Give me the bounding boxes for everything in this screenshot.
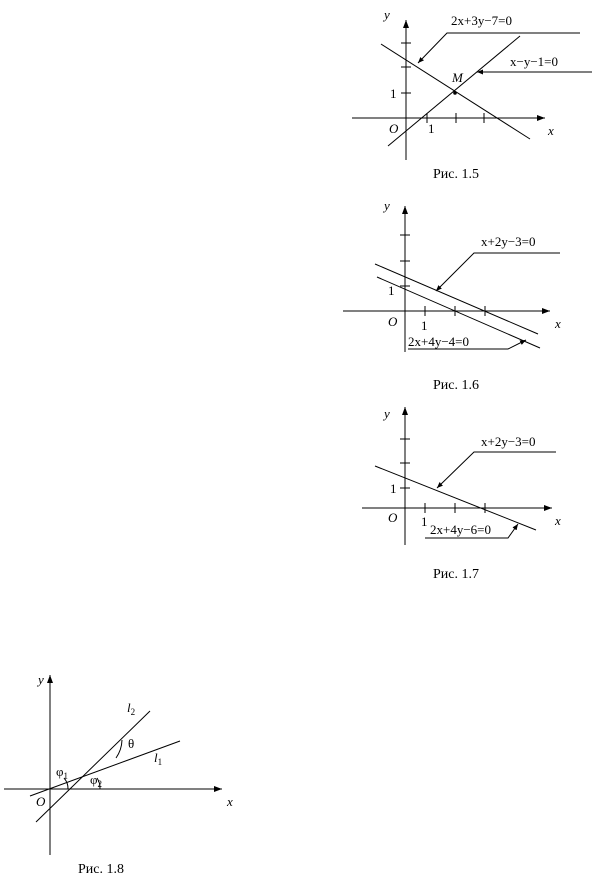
origin-label: O xyxy=(388,510,398,525)
origin-label: O xyxy=(389,121,399,136)
equation-label: x+2y−3=0 xyxy=(481,234,536,249)
tick-label-x: 1 xyxy=(421,514,428,529)
tick-label-x: 1 xyxy=(428,121,435,136)
phi2-label: $\varphi_2$ xyxy=(90,772,103,789)
phi1-label: $\varphi_1$ xyxy=(56,764,69,781)
line-x-y xyxy=(388,36,520,146)
origin-label: O xyxy=(388,314,398,329)
figure-caption: Рис. 1.7 xyxy=(433,567,479,582)
leader-line xyxy=(437,452,556,488)
line-x2y3 xyxy=(375,466,536,530)
figure-caption: Рис. 1.6 xyxy=(433,378,479,393)
equation-label: 2x+4y−4=0 xyxy=(408,334,469,349)
equation-label: 2x+3y−7=0 xyxy=(451,13,512,28)
figure-1-8 xyxy=(4,672,233,877)
figure-caption: Рис. 1.5 xyxy=(433,167,479,182)
point-label: M xyxy=(452,70,463,85)
theta-label: θ xyxy=(128,736,135,751)
figure-1-7 xyxy=(362,406,561,582)
y-label: y xyxy=(384,406,390,421)
line-l2-label: $l_2$ xyxy=(127,700,136,717)
leader-line xyxy=(436,253,560,291)
origin-label: O xyxy=(36,794,46,809)
x-label: x xyxy=(548,123,554,138)
x-label: x xyxy=(555,316,561,331)
y-label: y xyxy=(38,672,44,687)
line-l2 xyxy=(36,711,150,822)
figure-1-6 xyxy=(343,198,561,393)
tick-label-y: 1 xyxy=(388,283,395,298)
point-m xyxy=(453,91,457,95)
tick-label-x: 1 xyxy=(421,318,428,333)
tick-label-y: 1 xyxy=(390,86,397,101)
equation-label: x−y−1=0 xyxy=(510,54,558,69)
figure-caption: Рис. 1.8 xyxy=(78,862,124,877)
figure-1-5 xyxy=(352,7,592,182)
y-label: y xyxy=(384,198,390,213)
y-label: y xyxy=(384,7,390,22)
line-x2y3 xyxy=(375,264,538,334)
x-label: x xyxy=(555,513,561,528)
equation-label: x+2y−3=0 xyxy=(481,434,536,449)
x-label: x xyxy=(227,794,233,809)
equation-label: 2x+4y−6=0 xyxy=(430,522,491,537)
line-l1-label: $l_1$ xyxy=(154,750,163,767)
tick-label-y: 1 xyxy=(390,481,397,496)
